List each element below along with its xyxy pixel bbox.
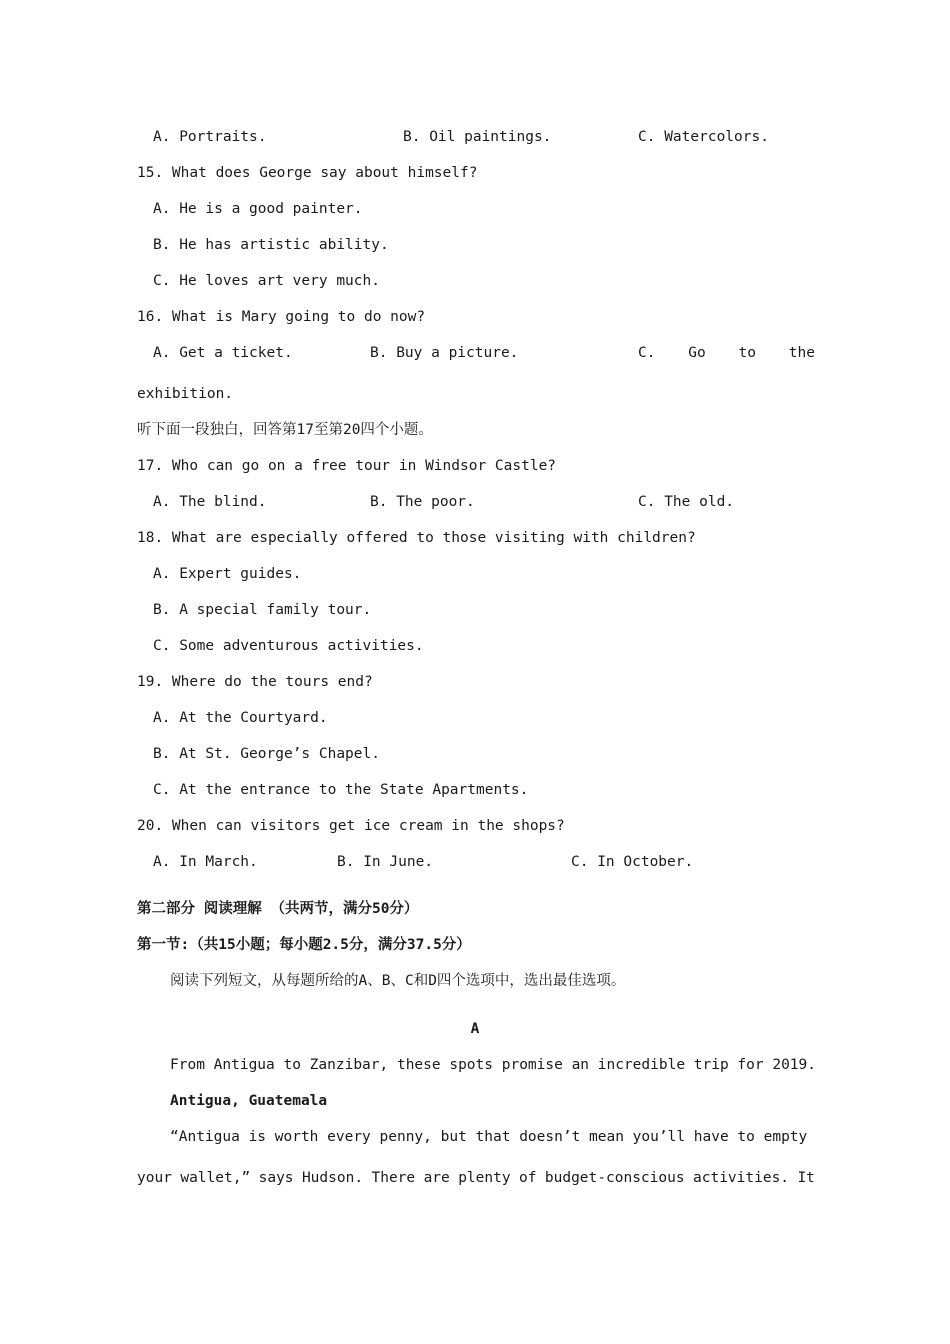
q16-option-a: A. Get a ticket. xyxy=(153,345,293,361)
section1-heading: 第一节:（共15小题；每小题2.5分，满分37.5分） xyxy=(137,937,471,953)
passage-word: says xyxy=(258,1170,294,1186)
passage-word: are xyxy=(423,1170,450,1186)
q17-option-b: B. The poor. xyxy=(370,494,475,510)
q16-option-c-word: C. xyxy=(638,345,656,361)
q17-question: 17. Who can go on a free tour in Windsor Castle? xyxy=(137,458,557,474)
reading-instruction: 阅读下列短文，从每题所给的A、B、C和D四个选项中，选出最佳选项。 xyxy=(170,973,626,989)
passage-label: A xyxy=(470,1021,480,1037)
q19-option-a: A. At the Courtyard. xyxy=(153,710,328,726)
q16-option-c-word: the xyxy=(788,345,815,361)
passage-word: wallet,” xyxy=(180,1170,251,1186)
passage-word: It xyxy=(797,1170,815,1186)
q14-option-b: B. Oil paintings. xyxy=(403,129,552,145)
q16-option-b: B. Buy a picture. xyxy=(370,345,519,361)
q19-option-b: B. At St. George’s Chapel. xyxy=(153,746,380,762)
passage-subheading: Antigua, Guatemala xyxy=(170,1093,328,1109)
passage-word: your xyxy=(137,1170,172,1186)
q15-option-c: C. He loves art very much. xyxy=(153,273,380,289)
q16-option-c-word: Go xyxy=(688,345,706,361)
q16-option-c-continued: exhibition. xyxy=(137,386,234,402)
passage-word: activities. xyxy=(693,1170,790,1186)
q20-option-c: C. In October. xyxy=(571,854,694,870)
q16-option-c-word: to xyxy=(738,345,756,361)
q20-option-b: B. In June. xyxy=(337,854,434,870)
q20-option-a: A. In March. xyxy=(153,854,258,870)
q15-option-a: A. He is a good painter. xyxy=(153,201,363,217)
q16-option-c xyxy=(638,343,815,363)
passage-word: of xyxy=(519,1170,537,1186)
q18-option-c: C. Some adventurous activities. xyxy=(153,638,424,654)
q20-question: 20. When can visitors get ice cream in the shops? xyxy=(137,818,565,834)
q18-question: 18. What are especially offered to those visiting with children? xyxy=(137,530,696,546)
q19-question: 19. Where do the tours end? xyxy=(137,674,373,690)
part2-heading: 第二部分 阅读理解 （共两节，满分50分） xyxy=(137,901,419,917)
passage-word: budget-conscious xyxy=(544,1170,685,1186)
q17-option-a: A. The blind. xyxy=(153,494,267,510)
passage-intro: From Antigua to Zanzibar, these spots promise an incredible trip for 2019. xyxy=(170,1057,817,1073)
passage-paragraph-justified-line xyxy=(137,1168,815,1188)
passage-paragraph-line: “Antigua is worth every penny, but that doesn’t mean you’ll have to empty xyxy=(170,1129,808,1145)
q17-option-c: C. The old. xyxy=(638,494,735,510)
q19-option-c: C. At the entrance to the State Apartments. xyxy=(153,782,529,798)
q16-question: 16. What is Mary going to do now? xyxy=(137,309,426,325)
passage-word: Hudson. xyxy=(301,1170,364,1186)
q15-option-b: B. He has artistic ability. xyxy=(153,237,389,253)
q18-option-b: B. A special family tour. xyxy=(153,602,372,618)
monologue-instruction: 听下面一段独白，回答第17至第20四个小题。 xyxy=(137,422,433,438)
q18-option-a: A. Expert guides. xyxy=(153,566,302,582)
passage-word: There xyxy=(371,1170,416,1186)
q14-option-c: C. Watercolors. xyxy=(638,129,769,145)
passage-word: plenty xyxy=(458,1170,511,1186)
q15-question: 15. What does George say about himself? xyxy=(137,165,478,181)
q14-option-a: A. Portraits. xyxy=(153,129,267,145)
